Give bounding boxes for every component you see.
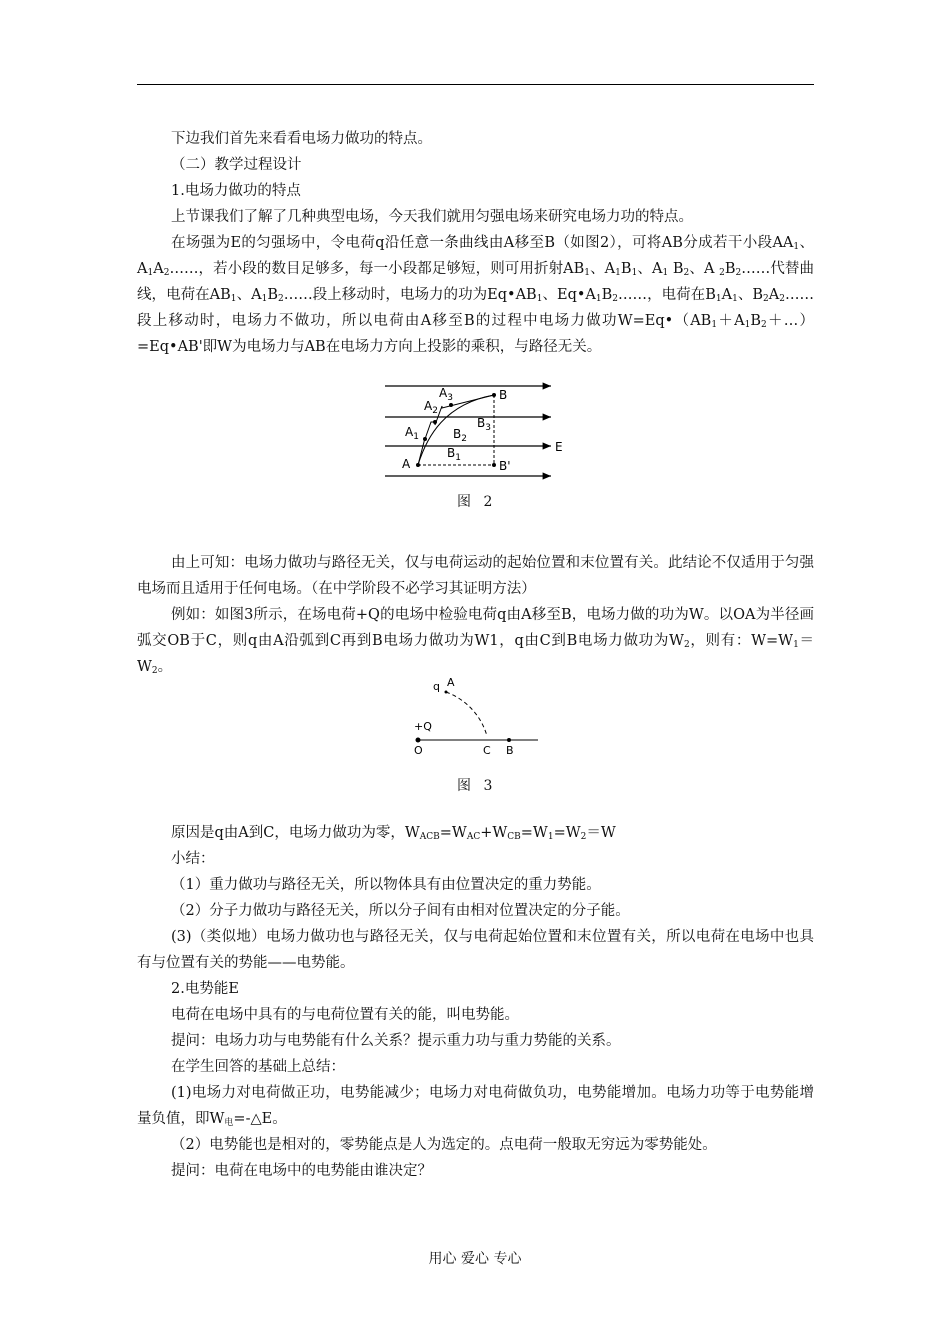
- uniform-field-paragraph: 在场强为E的匀强场中，令电荷q沿任意一条曲线由A移至B（如图2），可将AB分成若干小段$AA_1$、$A_1A_2\dots\dots$，若小段的数目足够多，每一小段都足够短，则可用折射$AB_1$、$A_1B_1$、$A_1$ $B_2$、A $_2B_2\dots\dots$代替曲线，电荷在$AB_1$、$A_1B_2\dots\dots$段上移动时，电场力的功为$Eq•AB_1$、$Eq•A_1B_2\dots\dots$，电荷在$B_1A_1$、$B_2A_2\dots\dots$段上移动时，电场力不做功，所以电荷由A移至B的过程中电场力做功$W=Eq•(AB_1+A_1B_2+\dots)=Eq•AB'$即W为电场力与AB在电场力方向上投影的乘积，与路径无关。: [137, 235, 815, 355]
- question-1: 提问：电场力功与电势能有什么关系？提示重力功与重力势能的关系。: [171, 1033, 621, 1049]
- label-q: q: [433, 680, 440, 693]
- point-1-paragraph: (1)电场力对电荷做正功，电势能减少；电场力对电荷做负功，电势能增加。电场力功等于电势能增量负值，即$W_电=-\triangle E$。: [137, 1085, 814, 1128]
- point-O: [416, 738, 421, 743]
- header-rule: [137, 84, 814, 85]
- point-q: [445, 691, 448, 694]
- intro-line: 下边我们首先来看看电场力做功的特点。: [171, 131, 432, 147]
- definition-line: 电荷在电场中具有的与电荷位置有关的能，叫电势能。: [171, 1007, 519, 1023]
- question-2: 提问：电荷在电场中的电势能由谁决定？: [171, 1163, 432, 1179]
- label-O: O: [414, 744, 423, 757]
- summary-2-line: 在学生回答的基础上总结：: [171, 1059, 345, 1075]
- label-A3: $A_3$: [439, 386, 453, 403]
- label-B: B: [506, 744, 514, 757]
- page-footer: 用心 爱心 专心: [428, 1251, 522, 1267]
- conclusion-paragraph: 由上可知：电场力做功与路径无关，仅与电荷运动的起始位置和末位置有关。此结论不仅适用于匀强电场而且适用于任何电场。（在中学阶段不必学习其证明方法）: [137, 555, 814, 597]
- point-B-prime: [492, 463, 496, 467]
- point-2-line: （2）电势能也是相对的，零势能点是人为选定的。点电荷一般取无穷远为零势能处。: [171, 1137, 717, 1153]
- example-paragraph: 例如：如图3所示，在场电荷+Q的电场中检验电荷q由A移至B，电场力做的功为W。以OA为半径画弧交OB于C，则q由A沿弧到C再到B电场力做功为W1，q由C到B电场力做功为$W_2$，则有：$W=W_1=W_2$。: [137, 607, 815, 676]
- label-A2: $A_2$: [424, 399, 438, 416]
- figure-3-diagram: [408, 672, 548, 762]
- label-B-prime: B': [499, 459, 511, 473]
- point-A1: [423, 437, 427, 441]
- summary-heading: 小结：: [171, 851, 215, 867]
- summary-item-3: (3)（类似地）电场力做功也与路径无关，仅与电荷起始位置和末位置有关，所以电荷在电场中也具有与位置有关的势能——电势能。: [137, 929, 814, 971]
- section-heading: （二）教学过程设计: [171, 157, 302, 173]
- reason-line: 原因是q由A到C，电场力做功为零，$W_{ACB}=W_{AC}+W_{CB}=W_1=W_2=W$: [171, 825, 616, 842]
- label-B1: $B_1$: [447, 446, 461, 463]
- figure-2-caption: 图 2: [457, 494, 497, 510]
- point-A: [416, 463, 420, 467]
- label-B3: $B_3$: [477, 416, 491, 433]
- summary-item-2: （2）分子力做功与路径无关，所以分子间有由相对位置决定的分子能。: [171, 903, 630, 919]
- point-A3: [449, 403, 453, 407]
- label-A: A: [402, 457, 411, 471]
- point-B: [507, 738, 511, 742]
- label-plus-Q: +Q: [414, 720, 432, 733]
- label-A: A: [447, 676, 455, 689]
- label-B2: $B_2$: [453, 427, 467, 444]
- label-B: B: [499, 388, 508, 402]
- label-E: E: [555, 440, 563, 454]
- point-B: [492, 393, 496, 397]
- label-A1: $A_1$: [405, 425, 419, 442]
- point-A2: [433, 420, 437, 424]
- figure-2-diagram: [375, 378, 575, 488]
- subsection-heading-1: 1.电场力做功的特点: [171, 183, 301, 199]
- label-C: C: [483, 744, 491, 757]
- last-lesson-paragraph: 上节课我们了解了几种典型电场，今天我们就用匀强电场来研究电场力功的特点。: [171, 209, 693, 225]
- subsection-heading-2: 2.电势能E: [171, 981, 239, 997]
- dashed-arc: [446, 692, 487, 736]
- summary-item-1: （1）重力做功与路径无关，所以物体具有由位置决定的重力势能。: [171, 877, 601, 893]
- figure-3-caption: 图 3: [457, 778, 497, 794]
